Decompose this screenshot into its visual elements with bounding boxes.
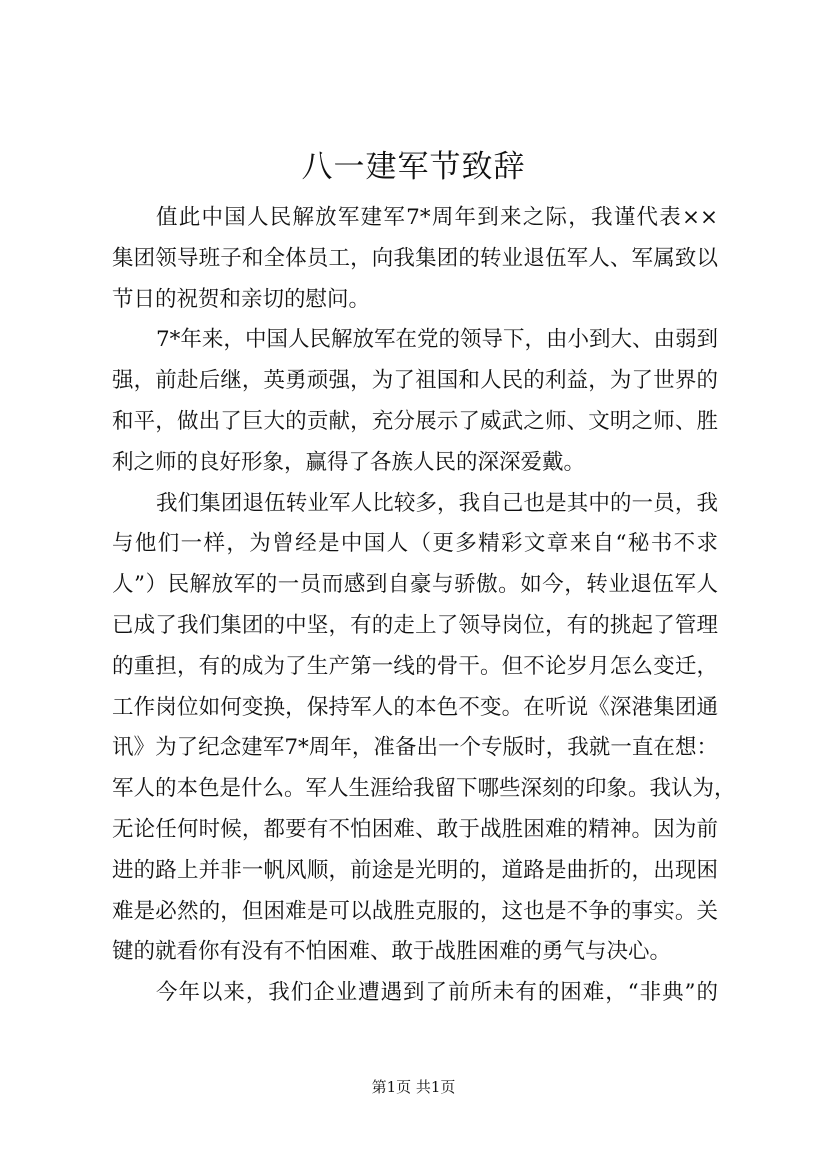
text-line: 7*年来，中国人民解放军在党的领导下，由小到大、由弱到 (156, 327, 718, 353)
text-line: 和平，做出了巨大的贡献，充分展示了威武之师、文明之师、胜 (112, 408, 718, 434)
text-line: 值此中国人民解放军建军7*周年到来之际，我谨代表×× (156, 205, 718, 230)
text-line: 进的路上并非一帆风顺，前途是光明的，道路是曲折的，出现困 (112, 857, 718, 883)
text-line: 工作岗位如何变换，保持军人的本色不变。在听说《深港集团通 (112, 694, 718, 720)
text-line: 今年以来，我们企业遭遇到了前所未有的困难，“非典”的 (156, 980, 718, 1006)
text-line: 无论任何时候，都要有不怕困难、敢于战胜困难的精神。因为前 (112, 816, 718, 842)
text-line: 军人的本色是什么。军人生涯给我留下哪些深刻的印象。我认为， (112, 776, 736, 802)
document-title: 八一建军节致辞 (301, 149, 526, 185)
text-line: 键的就看你有没有不怕困难、敢于战胜困难的勇气与决心。 (112, 939, 672, 965)
text-line: 的重担，有的成为了生产第一线的骨干。但不论岁月怎么变迁， (112, 653, 718, 679)
text-line: 我们集团退伍转业军人比较多，我自己也是其中的一员，我 (156, 490, 718, 516)
text-line: 节日的祝贺和亲切的慰问。 (112, 286, 371, 312)
document-body (112, 198, 736, 1014)
text-line: 集团领导班子和全体员工，向我集团的转业退伍军人、军属致以 (112, 245, 718, 271)
text-line: 讯》为了纪念建军7*周年，准备出一个专版时，我就一直在想： (112, 735, 718, 761)
text-line: 与他们一样，为曾经是中国人（更多精彩文章来自“秘书不求 (112, 531, 718, 557)
page-footer: 第1页 共1页 (371, 1078, 456, 1096)
text-line: 已成了我们集团的中坚，有的走上了领导岗位，有的挑起了管理 (112, 612, 718, 638)
text-line: 强，前赴后继，英勇顽强，为了祖国和人民的利益，为了世界的 (112, 368, 718, 394)
text-line: 利之师的良好形象，赢得了各族人民的深深爱戴。 (112, 449, 586, 475)
text-line: 难是必然的，但困难是可以战胜克服的，这也是不争的事实。关 (112, 898, 718, 924)
text-line: 人”）民解放军的一员而感到自豪与骄傲。如今，转业退伍军人 (112, 572, 718, 598)
